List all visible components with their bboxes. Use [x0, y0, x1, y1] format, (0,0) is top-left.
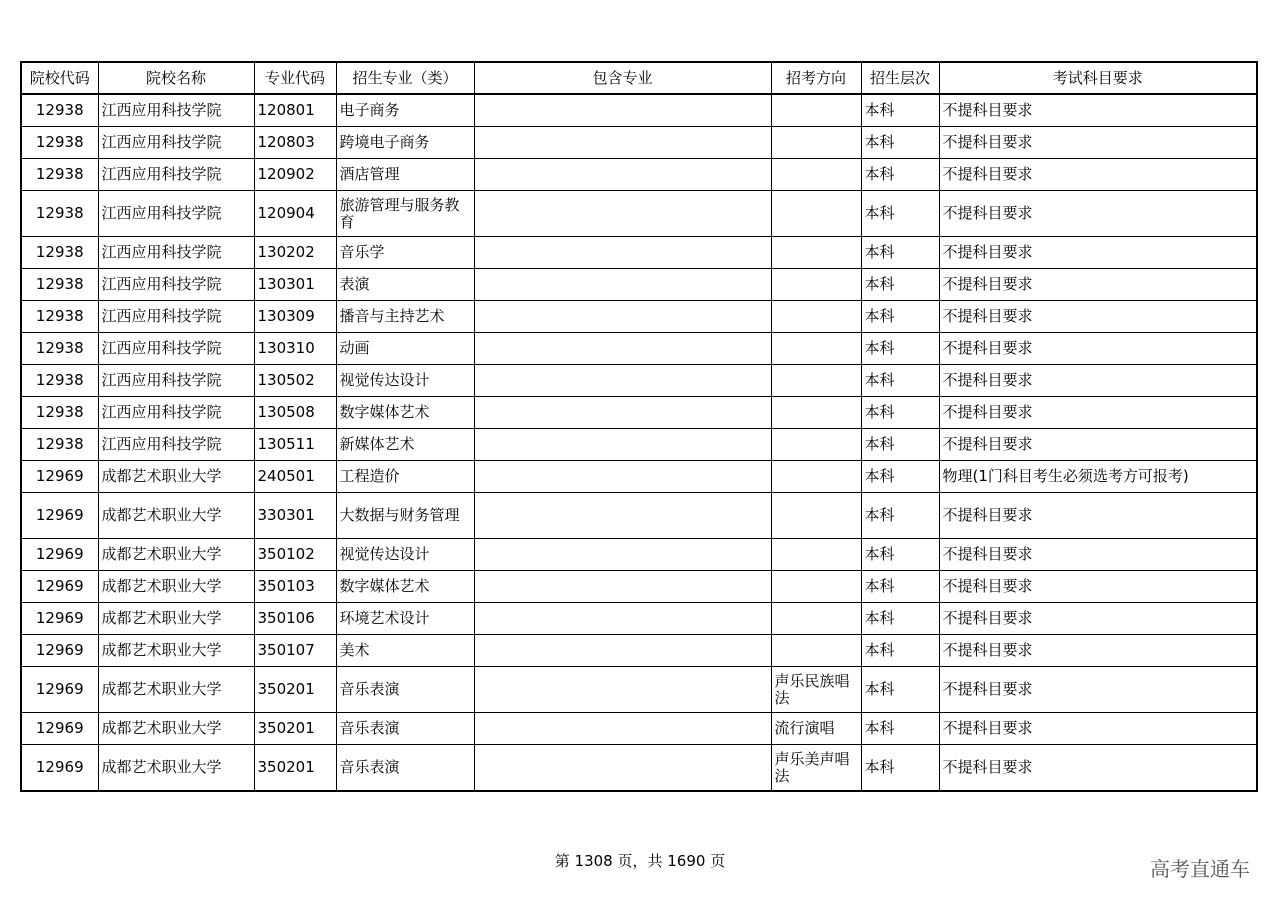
cell-subject-requirement: 不提科目要求	[939, 237, 1257, 269]
table-row	[21, 333, 1257, 365]
table-row	[21, 269, 1257, 301]
table-row	[21, 159, 1257, 191]
cell-school-code: 12969	[21, 461, 98, 493]
cell-included-majors	[474, 94, 771, 127]
cell-major-code: 350201	[254, 667, 336, 713]
cell-major-code: 130511	[254, 429, 336, 461]
cell-major-name: 数字媒体艺术	[336, 571, 474, 603]
cell-included-majors	[474, 429, 771, 461]
cell-subject-requirement: 不提科目要求	[939, 94, 1257, 127]
cell-major-name: 视觉传达设计	[336, 365, 474, 397]
cell-school-code: 12969	[21, 493, 98, 539]
cell-school-name: 江西应用科技学院	[98, 94, 254, 127]
cell-included-majors	[474, 191, 771, 237]
cell-subject-requirement: 不提科目要求	[939, 493, 1257, 539]
cell-subject-requirement: 不提科目要求	[939, 333, 1257, 365]
cell-major-code: 120902	[254, 159, 336, 191]
cell-school-name: 成都艺术职业大学	[98, 461, 254, 493]
cell-subject-requirement: 不提科目要求	[939, 713, 1257, 745]
cell-direction	[771, 603, 861, 635]
cell-school-code: 12969	[21, 603, 98, 635]
cell-school-name: 成都艺术职业大学	[98, 571, 254, 603]
cell-major-code: 130309	[254, 301, 336, 333]
cell-school-name: 江西应用科技学院	[98, 333, 254, 365]
cell-subject-requirement: 不提科目要求	[939, 635, 1257, 667]
cell-school-code: 12938	[21, 191, 98, 237]
cell-level: 本科	[861, 365, 939, 397]
cell-major-code: 350103	[254, 571, 336, 603]
table-row	[21, 397, 1257, 429]
cell-major-name: 音乐表演	[336, 713, 474, 745]
cell-school-code: 12938	[21, 127, 98, 159]
cell-direction	[771, 635, 861, 667]
cell-major-code: 350201	[254, 713, 336, 745]
table-row	[21, 635, 1257, 667]
cell-direction	[771, 333, 861, 365]
cell-direction	[771, 571, 861, 603]
cell-level: 本科	[861, 159, 939, 191]
cell-school-code: 12969	[21, 635, 98, 667]
cell-school-code: 12938	[21, 397, 98, 429]
cell-included-majors	[474, 301, 771, 333]
cell-school-name: 成都艺术职业大学	[98, 539, 254, 571]
cell-school-name: 江西应用科技学院	[98, 237, 254, 269]
cell-school-code: 12938	[21, 333, 98, 365]
page-number: 第 1308 页，共 1690 页	[554, 852, 726, 870]
cell-major-code: 240501	[254, 461, 336, 493]
cell-major-name: 动画	[336, 333, 474, 365]
table-row	[21, 365, 1257, 397]
cell-subject-requirement: 不提科目要求	[939, 667, 1257, 713]
table-row	[21, 571, 1257, 603]
table-row	[21, 191, 1257, 237]
cell-major-name: 美术	[336, 635, 474, 667]
header-direction: 招考方向	[771, 62, 861, 94]
cell-major-name: 播音与主持艺术	[336, 301, 474, 333]
cell-major-name: 酒店管理	[336, 159, 474, 191]
cell-level: 本科	[861, 269, 939, 301]
cell-direction	[771, 493, 861, 539]
cell-direction	[771, 365, 861, 397]
cell-school-name: 江西应用科技学院	[98, 365, 254, 397]
cell-major-code: 130502	[254, 365, 336, 397]
cell-major-name: 旅游管理与服务教育	[336, 191, 474, 237]
cell-level: 本科	[861, 333, 939, 365]
table-row	[21, 745, 1257, 792]
cell-level: 本科	[861, 94, 939, 127]
cell-major-name: 音乐学	[336, 237, 474, 269]
header-school-name: 院校名称	[98, 62, 254, 94]
cell-major-code: 130202	[254, 237, 336, 269]
cell-direction	[771, 301, 861, 333]
cell-major-code: 120801	[254, 94, 336, 127]
cell-major-code: 130301	[254, 269, 336, 301]
cell-subject-requirement: 不提科目要求	[939, 745, 1257, 792]
cell-school-name: 江西应用科技学院	[98, 397, 254, 429]
cell-direction: 声乐美声唱法	[771, 745, 861, 792]
cell-subject-requirement: 不提科目要求	[939, 365, 1257, 397]
cell-school-code: 12969	[21, 745, 98, 792]
header-subject-requirement: 考试科目要求	[939, 62, 1257, 94]
cell-school-name: 成都艺术职业大学	[98, 635, 254, 667]
cell-included-majors	[474, 159, 771, 191]
cell-school-name: 江西应用科技学院	[98, 159, 254, 191]
cell-included-majors	[474, 713, 771, 745]
cell-major-name: 视觉传达设计	[336, 539, 474, 571]
table-row	[21, 539, 1257, 571]
cell-included-majors	[474, 333, 771, 365]
cell-direction	[771, 461, 861, 493]
table-row	[21, 301, 1257, 333]
header-included-majors: 包含专业	[474, 62, 771, 94]
cell-level: 本科	[861, 237, 939, 269]
cell-major-name: 数字媒体艺术	[336, 397, 474, 429]
header-major-name: 招生专业（类）	[336, 62, 474, 94]
cell-included-majors	[474, 745, 771, 792]
cell-level: 本科	[861, 745, 939, 792]
table-row	[21, 493, 1257, 539]
cell-included-majors	[474, 667, 771, 713]
cell-level: 本科	[861, 301, 939, 333]
cell-school-name: 成都艺术职业大学	[98, 713, 254, 745]
cell-level: 本科	[861, 635, 939, 667]
cell-subject-requirement: 不提科目要求	[939, 269, 1257, 301]
cell-direction: 声乐民族唱法	[771, 667, 861, 713]
cell-subject-requirement: 不提科目要求	[939, 603, 1257, 635]
cell-school-name: 成都艺术职业大学	[98, 603, 254, 635]
cell-level: 本科	[861, 603, 939, 635]
cell-school-name: 江西应用科技学院	[98, 301, 254, 333]
cell-school-name: 江西应用科技学院	[98, 191, 254, 237]
cell-major-name: 环境艺术设计	[336, 603, 474, 635]
cell-major-code: 350201	[254, 745, 336, 792]
admissions-table	[20, 61, 1258, 792]
header-school-code: 院校代码	[21, 62, 98, 94]
table-row	[21, 127, 1257, 159]
cell-level: 本科	[861, 667, 939, 713]
cell-major-code: 330301	[254, 493, 336, 539]
cell-level: 本科	[861, 539, 939, 571]
cell-subject-requirement: 不提科目要求	[939, 429, 1257, 461]
cell-included-majors	[474, 603, 771, 635]
cell-subject-requirement: 不提科目要求	[939, 191, 1257, 237]
cell-included-majors	[474, 571, 771, 603]
cell-major-name: 音乐表演	[336, 745, 474, 792]
cell-major-name: 大数据与财务管理	[336, 493, 474, 539]
cell-level: 本科	[861, 397, 939, 429]
cell-direction	[771, 269, 861, 301]
header-row	[21, 62, 1257, 94]
cell-direction	[771, 127, 861, 159]
cell-direction	[771, 159, 861, 191]
cell-school-name: 江西应用科技学院	[98, 127, 254, 159]
cell-subject-requirement: 不提科目要求	[939, 539, 1257, 571]
cell-direction	[771, 429, 861, 461]
cell-level: 本科	[861, 191, 939, 237]
cell-school-code: 12938	[21, 94, 98, 127]
cell-subject-requirement: 不提科目要求	[939, 159, 1257, 191]
cell-major-code: 130508	[254, 397, 336, 429]
cell-direction	[771, 539, 861, 571]
cell-school-code: 12938	[21, 429, 98, 461]
cell-major-name: 电子商务	[336, 94, 474, 127]
cell-level: 本科	[861, 571, 939, 603]
cell-school-code: 12938	[21, 301, 98, 333]
cell-major-name: 跨境电子商务	[336, 127, 474, 159]
cell-school-name: 成都艺术职业大学	[98, 493, 254, 539]
cell-included-majors	[474, 493, 771, 539]
cell-school-code: 12938	[21, 269, 98, 301]
cell-direction	[771, 237, 861, 269]
cell-level: 本科	[861, 493, 939, 539]
cell-school-name: 江西应用科技学院	[98, 269, 254, 301]
cell-subject-requirement: 不提科目要求	[939, 301, 1257, 333]
cell-level: 本科	[861, 127, 939, 159]
table-row	[21, 429, 1257, 461]
table-row	[21, 603, 1257, 635]
cell-direction	[771, 94, 861, 127]
cell-school-code: 12938	[21, 365, 98, 397]
cell-direction: 流行演唱	[771, 713, 861, 745]
cell-school-code: 12938	[21, 237, 98, 269]
cell-direction	[771, 397, 861, 429]
cell-included-majors	[474, 397, 771, 429]
cell-included-majors	[474, 539, 771, 571]
cell-school-code: 12969	[21, 539, 98, 571]
cell-major-name: 工程造价	[336, 461, 474, 493]
cell-major-code: 350106	[254, 603, 336, 635]
table-row	[21, 667, 1257, 713]
cell-included-majors	[474, 461, 771, 493]
cell-school-code: 12969	[21, 571, 98, 603]
cell-school-code: 12938	[21, 159, 98, 191]
cell-major-code: 350107	[254, 635, 336, 667]
cell-major-name: 音乐表演	[336, 667, 474, 713]
table-row	[21, 461, 1257, 493]
table-row	[21, 237, 1257, 269]
header-level: 招生层次	[861, 62, 939, 94]
table-row	[21, 713, 1257, 745]
cell-school-name: 成都艺术职业大学	[98, 667, 254, 713]
cell-school-code: 12969	[21, 667, 98, 713]
cell-included-majors	[474, 127, 771, 159]
cell-subject-requirement: 不提科目要求	[939, 127, 1257, 159]
cell-major-code: 350102	[254, 539, 336, 571]
cell-major-code: 130310	[254, 333, 336, 365]
cell-included-majors	[474, 635, 771, 667]
cell-major-code: 120803	[254, 127, 336, 159]
cell-direction	[771, 191, 861, 237]
cell-included-majors	[474, 269, 771, 301]
cell-level: 本科	[861, 429, 939, 461]
cell-major-name: 新媒体艺术	[336, 429, 474, 461]
cell-major-code: 120904	[254, 191, 336, 237]
cell-subject-requirement: 不提科目要求	[939, 397, 1257, 429]
cell-school-code: 12969	[21, 713, 98, 745]
table-row	[21, 94, 1257, 127]
cell-school-name: 成都艺术职业大学	[98, 745, 254, 792]
cell-school-name: 江西应用科技学院	[98, 429, 254, 461]
watermark: 高考直通车	[1150, 857, 1250, 881]
cell-level: 本科	[861, 461, 939, 493]
header-major-code: 专业代码	[254, 62, 336, 94]
cell-level: 本科	[861, 713, 939, 745]
cell-included-majors	[474, 237, 771, 269]
cell-included-majors	[474, 365, 771, 397]
cell-subject-requirement: 不提科目要求	[939, 571, 1257, 603]
cell-subject-requirement: 物理(1门科目考生必须选考方可报考)	[939, 461, 1257, 493]
cell-major-name: 表演	[336, 269, 474, 301]
